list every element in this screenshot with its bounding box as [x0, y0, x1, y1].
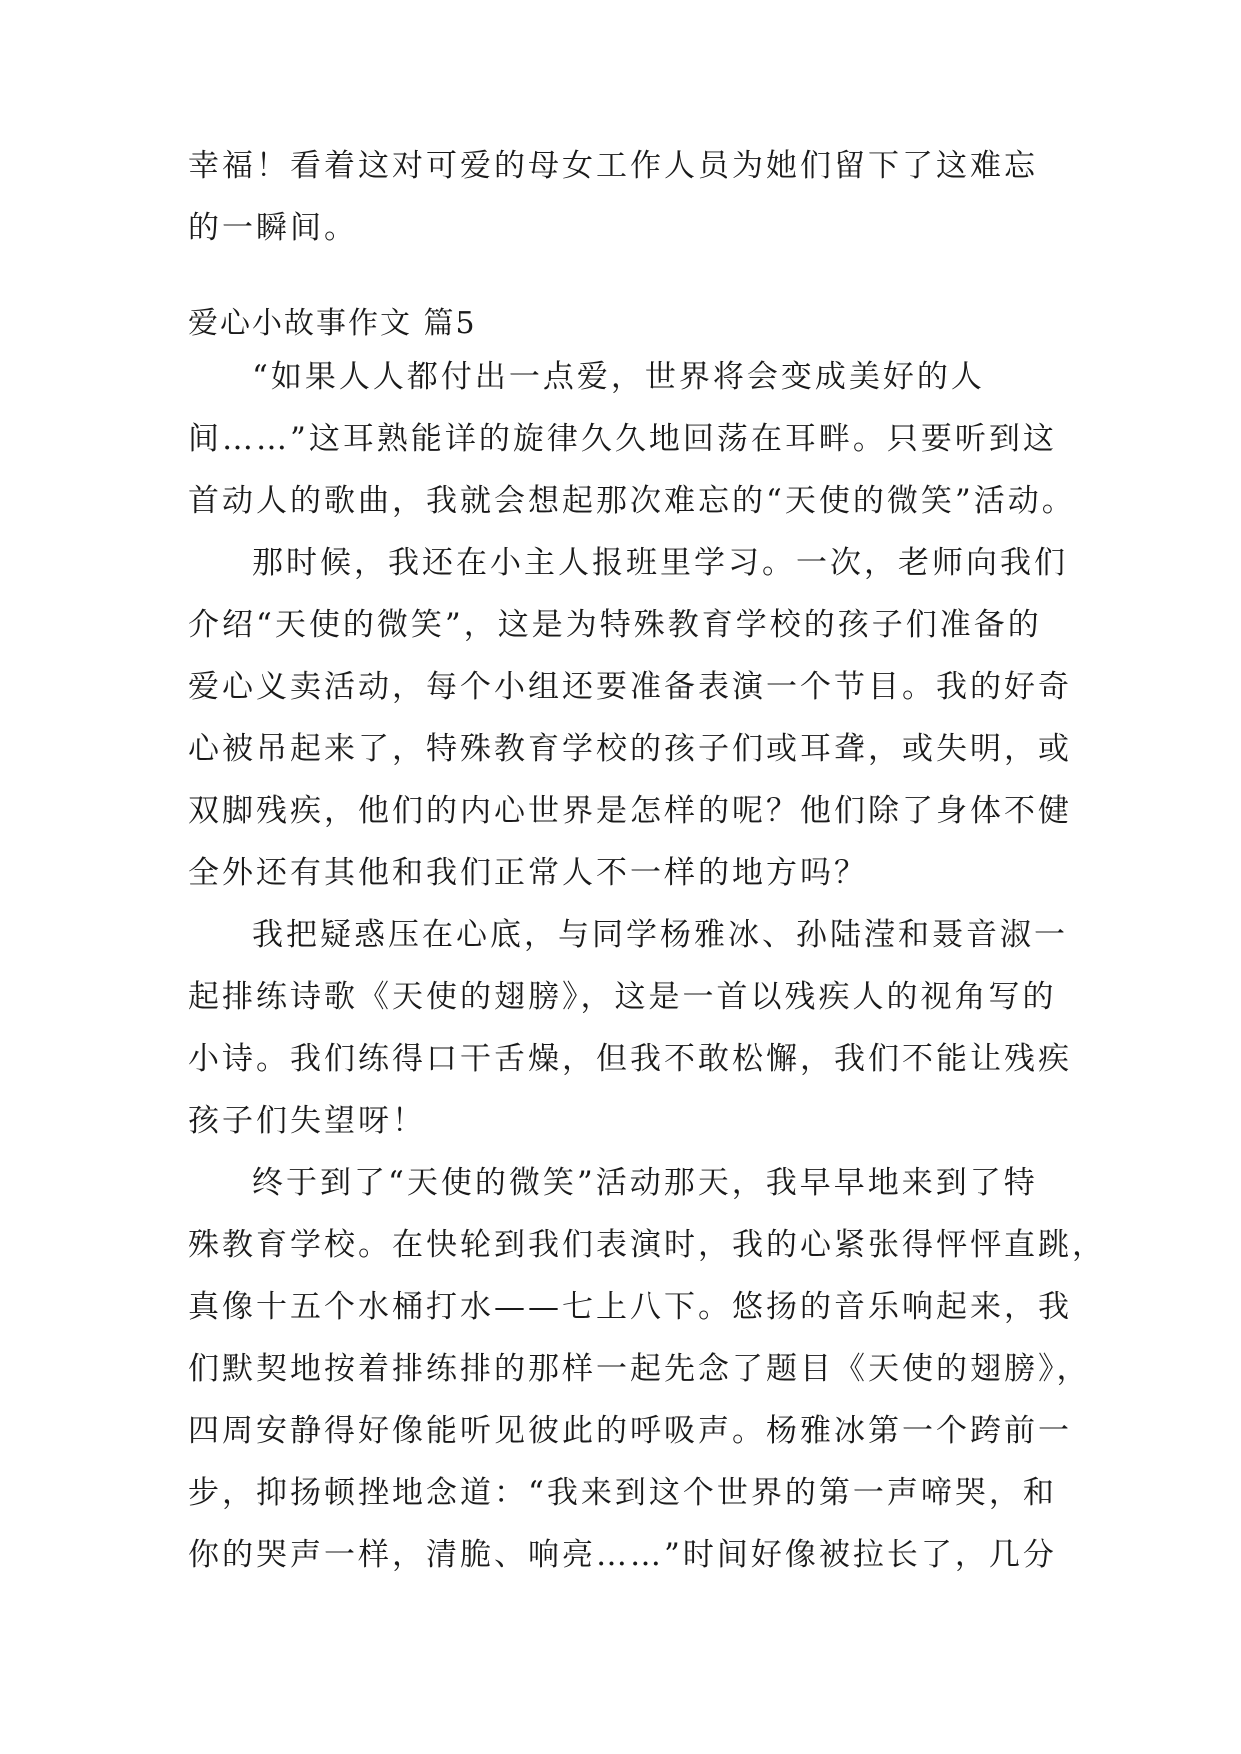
- text-line: 介绍“天使的微笑”，这是为特殊教育学校的孩子们准备的: [188, 607, 1042, 643]
- text-line: 你的哭声一样，清脆、响亮……”时间好像被拉长了，几分: [188, 1537, 1057, 1573]
- text-line: 我把疑惑压在心底，与同学杨雅冰、孙陆滢和聂音淑一: [252, 917, 1068, 953]
- text-line: 起排练诗歌《天使的翅膀》，这是一首以残疾人的视角写的: [188, 979, 1057, 1015]
- text-line: 孩子们失望呀！: [188, 1103, 426, 1139]
- text-line: 殊教育学校。在快轮到我们表演时，我的心紧张得怦怦直跳，: [188, 1227, 1106, 1263]
- text-line: 的一瞬间。: [188, 210, 358, 246]
- body-paragraph-4: [188, 1152, 1106, 1586]
- text-line: “如果人人都付出一点爱，世界将会变成美好的人: [252, 359, 985, 395]
- body-paragraph-2: [188, 532, 1072, 904]
- text-line: 步，抑扬顿挫地念道：“我来到这个世界的第一声啼哭，和: [188, 1475, 1057, 1511]
- section-title: 爱心小故事作文 篇5: [188, 306, 477, 341]
- text-line: 间……”这耳熟能详的旋律久久地回荡在耳畔。只要听到这: [188, 421, 1057, 457]
- text-line: 幸福！看着这对可爱的母女工作人员为她们留下了这难忘: [188, 148, 1038, 184]
- body-paragraph-3: [188, 904, 1072, 1152]
- text-line: 终于到了“天使的微笑”活动那天，我早早地来到了特: [252, 1165, 1038, 1201]
- text-line: 那时候，我还在小主人报班里学习。一次，老师向我们: [252, 545, 1068, 581]
- intro-paragraph: [188, 135, 1068, 259]
- text-line: 真像十五个水桶打水——七上八下。悠扬的音乐响起来，我: [188, 1289, 1072, 1325]
- text-line: 爱心义卖活动，每个小组还要准备表演一个节目。我的好奇: [188, 669, 1072, 705]
- text-line: 心被吊起来了，特殊教育学校的孩子们或耳聋，或失明，或: [188, 731, 1072, 767]
- text-line: 全外还有其他和我们正常人不一样的地方吗？: [188, 855, 868, 891]
- text-line: 四周安静得好像能听见彼此的呼吸声。杨雅冰第一个跨前一: [188, 1413, 1072, 1449]
- body-paragraph-1: [188, 346, 1076, 532]
- text-line: 小诗。我们练得口干舌燥，但我不敢松懈，我们不能让残疾: [188, 1041, 1072, 1077]
- text-line: 双脚残疾，他们的内心世界是怎样的呢？他们除了身体不健: [188, 793, 1072, 829]
- text-line: 们默契地按着排练排的那样一起先念了题目《天使的翅膀》，: [188, 1351, 1091, 1387]
- text-line: 首动人的歌曲，我就会想起那次难忘的“天使的微笑”活动。: [188, 483, 1076, 519]
